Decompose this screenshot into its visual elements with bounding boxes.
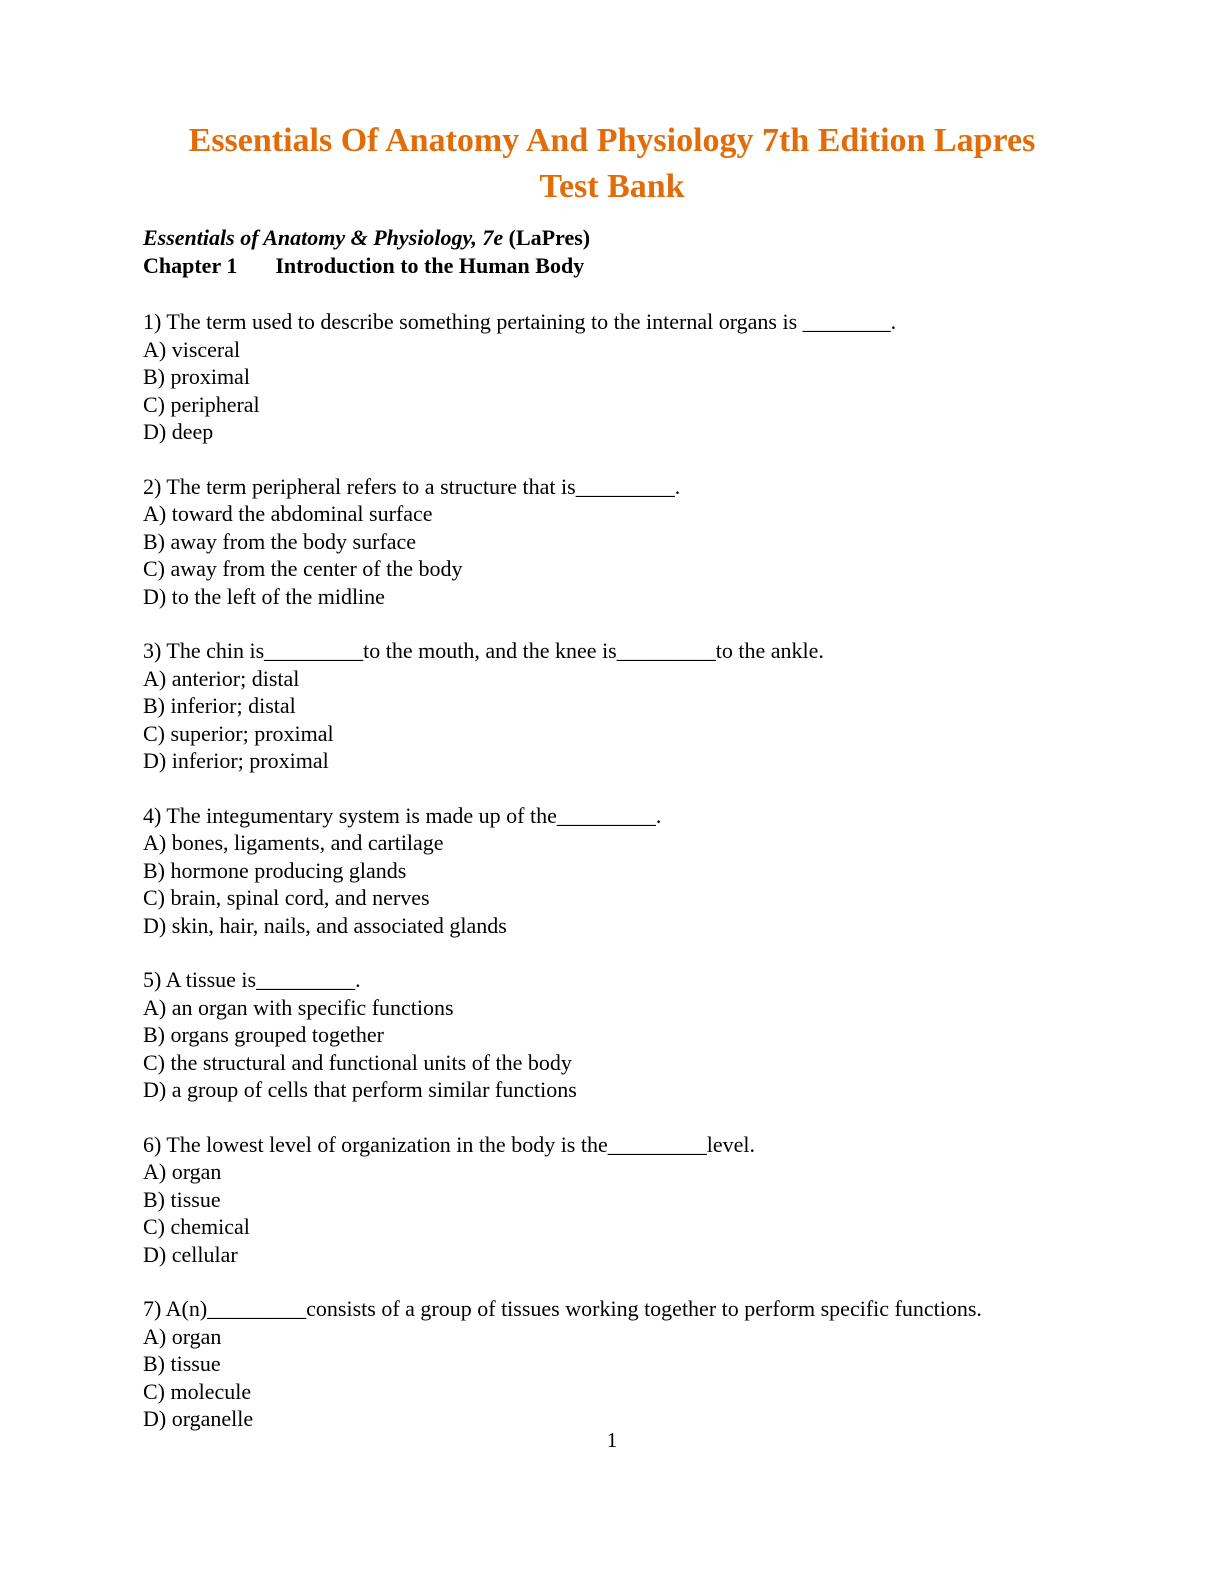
answer-option: A) anterior; distal xyxy=(143,665,300,691)
answer-option: C) chemical xyxy=(143,1214,250,1239)
question-text: 4) The integumentary system is made up of the_________. xyxy=(143,802,662,828)
answer-option: D) to the left of the midline xyxy=(143,583,385,609)
answer-option: C) away from the center of the body xyxy=(143,556,463,581)
answer-option: D) a group of cells that perform similar functions xyxy=(143,1077,577,1102)
answer-option: A) organ xyxy=(143,1323,222,1349)
answer-option: C) superior; proximal xyxy=(143,720,334,746)
question-text: 6) The lowest level of organization in the body is the_________level. xyxy=(143,1131,756,1157)
answer-option: B) hormone producing glands xyxy=(143,857,407,883)
answer-option: C) molecule xyxy=(143,1378,252,1404)
question-text: 1) The term used to describe something pertaining to the internal organs is ________. xyxy=(143,309,897,334)
question-text: 5) A tissue is_________. xyxy=(143,967,361,992)
document-title-line1: Essentials Of Anatomy And Physiology 7th Edition Lapres xyxy=(188,122,1036,159)
question-block-3 xyxy=(143,637,1081,775)
chapter-name: Introduction to the Human Body xyxy=(275,253,585,278)
answer-option: D) organelle xyxy=(143,1406,254,1431)
question-block-4 xyxy=(143,802,1081,940)
answer-option: B) tissue xyxy=(143,1186,221,1212)
answer-option: A) an organ with specific functions xyxy=(143,994,454,1020)
answer-option: C) brain, spinal cord, and nerves xyxy=(143,885,430,910)
chapter-label: Chapter 1 xyxy=(143,253,238,278)
answer-option: B) organs grouped together xyxy=(143,1022,384,1047)
page-number: 1 xyxy=(606,1428,618,1452)
book-title: Essentials of Anatomy & Physiology, 7e xyxy=(143,225,504,250)
question-text: 2) The term peripheral refers to a structure that is_________. xyxy=(143,473,681,499)
document-title-line2: Test Bank xyxy=(539,168,685,205)
answer-option: A) organ xyxy=(143,1159,222,1184)
question-block-2 xyxy=(143,473,1081,611)
question-block-1 xyxy=(143,308,1081,446)
book-author: (LaPres) xyxy=(503,225,591,250)
answer-option: B) inferior; distal xyxy=(143,693,296,718)
answer-option: D) inferior; proximal xyxy=(143,748,329,773)
question-text: 7) A(n)_________consists of a group of tissues working together to perform specific functions. xyxy=(143,1296,982,1321)
question-block-7 xyxy=(143,1295,1081,1433)
answer-option: C) peripheral xyxy=(143,391,260,417)
answer-option: D) cellular xyxy=(143,1241,238,1267)
book-title-line xyxy=(143,224,1081,252)
question-block-6 xyxy=(143,1131,1081,1269)
answer-option: A) bones, ligaments, and cartilage xyxy=(143,830,444,855)
answer-option: D) deep xyxy=(143,419,214,444)
answer-option: B) tissue xyxy=(143,1351,221,1376)
question-block-5 xyxy=(143,966,1081,1104)
answer-option: A) visceral xyxy=(143,336,241,362)
chapter-heading xyxy=(143,252,1081,280)
answer-option: C) the structural and functional units of the body xyxy=(143,1049,572,1075)
answer-option: B) away from the body surface xyxy=(143,528,417,554)
answer-option: D) skin, hair, nails, and associated glands xyxy=(143,912,507,938)
answer-option: A) toward the abdominal surface xyxy=(143,501,433,526)
document-title xyxy=(143,118,1081,210)
question-text: 3) The chin is_________to the mouth, and the knee is_________to the ankle. xyxy=(143,638,824,663)
answer-option: B) proximal xyxy=(143,364,250,389)
